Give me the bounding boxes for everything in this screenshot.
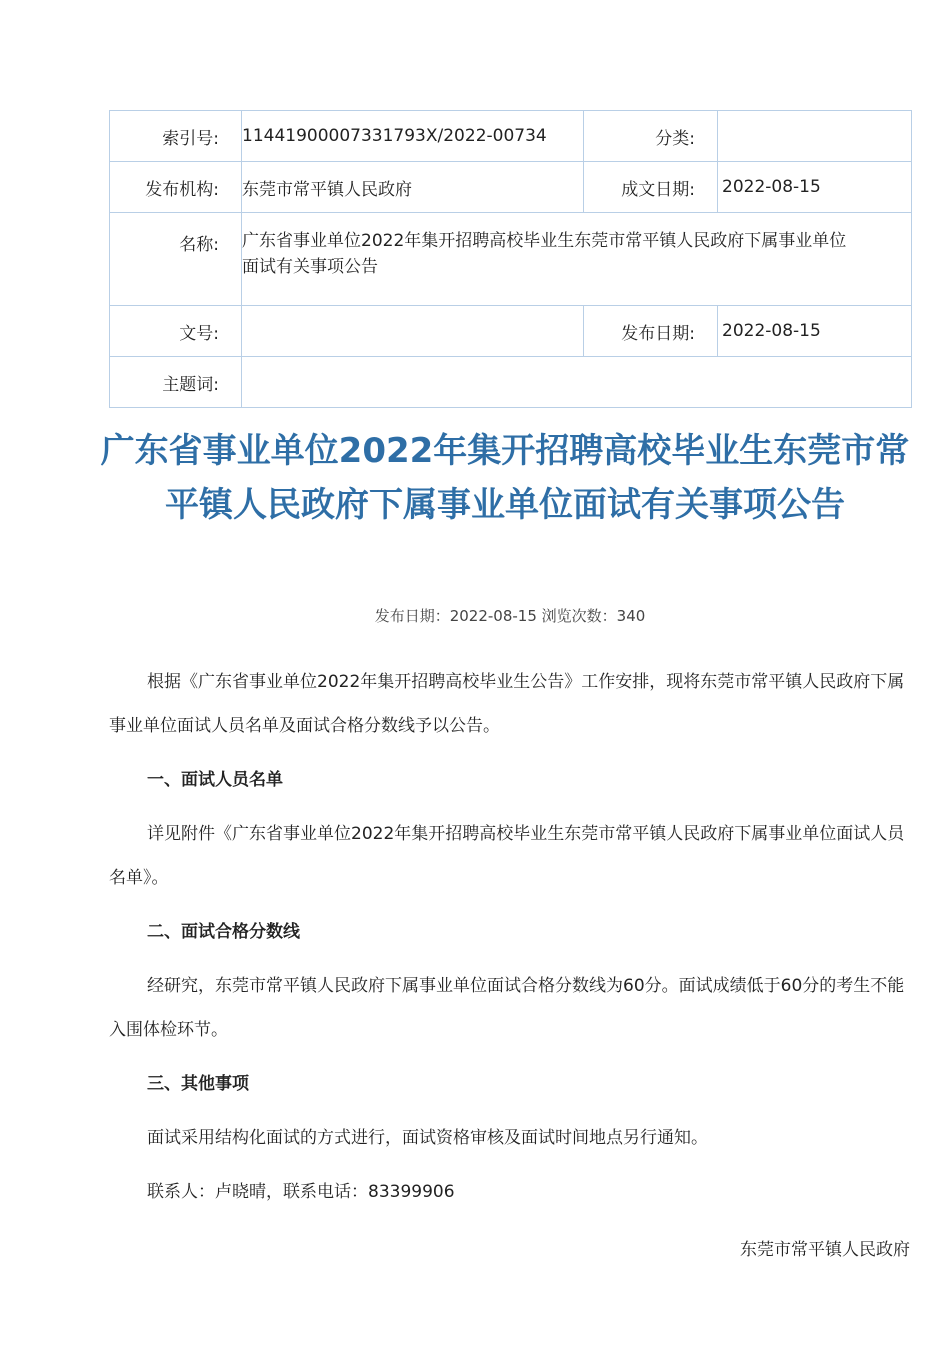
- issuer-label: 发布机构:: [110, 162, 242, 213]
- article-body: [109, 660, 905, 1224]
- category-label: 分类:: [584, 111, 718, 162]
- document-metadata-table: [109, 110, 912, 408]
- published-date-label: 发布日期:: [584, 306, 718, 357]
- meta-row-name: [110, 213, 912, 306]
- doc-number-label: 文号:: [110, 306, 242, 357]
- subject-label: 主题词:: [110, 357, 242, 408]
- doc-number-value: [242, 306, 584, 357]
- section1-paragraph: 详见附件《广东省事业单位2022年集开招聘高校毕业生东莞市常平镇人民政府下属事业单位面试人员名单》。: [109, 824, 905, 888]
- section2-heading: 二、面试合格分数线: [147, 922, 300, 942]
- created-date-value: 2022-08-15: [718, 162, 912, 213]
- contact-paragraph: 联系人：卢晓晴，联系电话：83399906: [147, 1182, 455, 1202]
- issuer-signature: 东莞市常平镇人民政府: [740, 1240, 910, 1260]
- created-date-label: 成文日期:: [584, 162, 718, 213]
- meta-row-docno: [110, 306, 912, 357]
- article-title: 广东省事业单位2022年集开招聘高校毕业生东莞市常平镇人民政府下属事业单位面试有关事项公告: [100, 431, 910, 525]
- category-value: [718, 111, 912, 162]
- meta-row-subject: [110, 357, 912, 408]
- index-value: 11441900007331793X/2022-00734: [242, 111, 584, 162]
- name-label: 名称:: [110, 213, 242, 306]
- article-pub-info: 发布日期：2022-08-15 浏览次数：340: [374, 607, 646, 625]
- meta-row-issuer: [110, 162, 912, 213]
- meta-row-index: [110, 111, 912, 162]
- section1-heading: 一、面试人员名单: [147, 770, 283, 790]
- section3-heading: 三、其他事项: [147, 1074, 249, 1094]
- issuer-value: 东莞市常平镇人民政府: [242, 162, 584, 213]
- section2-paragraph: 经研究，东莞市常平镇人民政府下属事业单位面试合格分数线为60分。面试成绩低于60分的考生不能入围体检环节。: [109, 976, 905, 1040]
- name-cell: [242, 213, 912, 306]
- published-date-value: 2022-08-15: [718, 306, 912, 357]
- name-value: 广东省事业单位2022年集开招聘高校毕业生东莞市常平镇人民政府下属事业单位面试有关事项公告: [242, 231, 847, 277]
- subject-value: [242, 357, 912, 408]
- intro-paragraph: 根据《广东省事业单位2022年集开招聘高校毕业生公告》工作安排，现将东莞市常平镇人民政府下属事业单位面试人员名单及面试合格分数线予以公告。: [109, 672, 905, 736]
- index-label: 索引号:: [110, 111, 242, 162]
- section3-paragraph: 面试采用结构化面试的方式进行，面试资格审核及面试时间地点另行通知。: [147, 1128, 708, 1148]
